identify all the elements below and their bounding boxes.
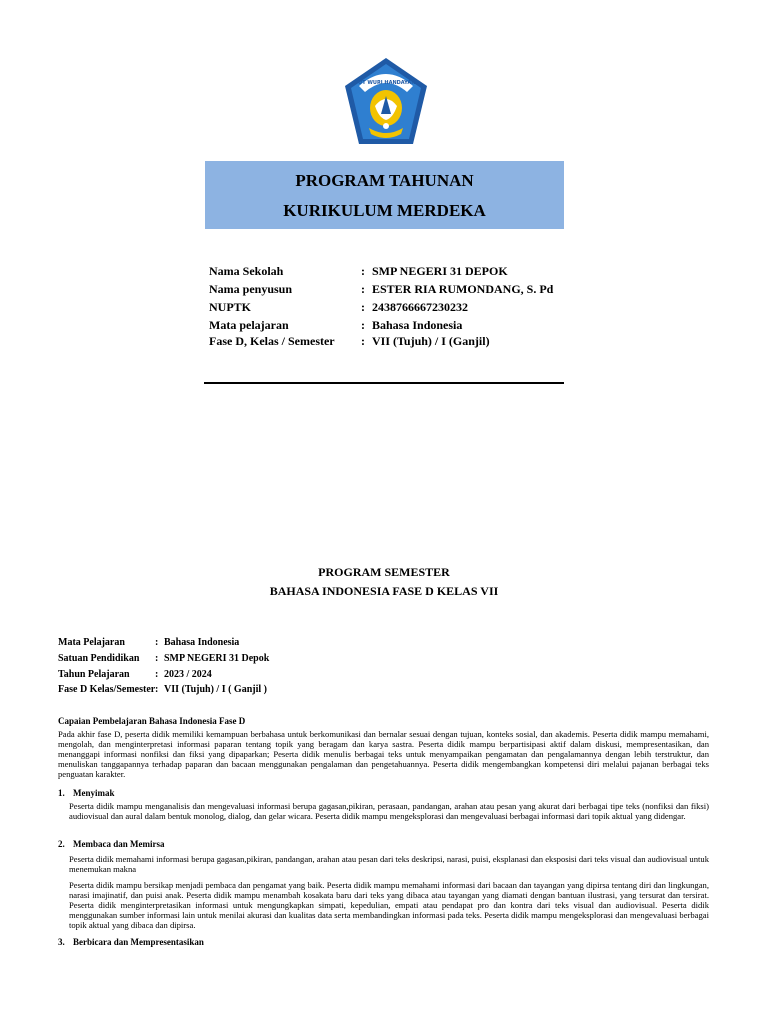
detail-value: VII (Tujuh) / I ( Ganjil ) <box>164 684 267 695</box>
info-colon: : <box>361 300 365 314</box>
logo-motto: TUT WURI HANDAYANI <box>354 80 418 86</box>
detail-colon: : <box>155 653 159 664</box>
detail-value: Bahasa Indonesia <box>164 637 240 648</box>
info-label: NUPTK <box>209 300 251 314</box>
tut-wuri-handayani-logo <box>341 56 431 148</box>
info-colon: : <box>361 282 365 296</box>
detail-colon: : <box>155 669 159 680</box>
info-label: Mata pelajaran <box>209 318 289 332</box>
title-line-2: KURIKULUM MERDEKA <box>283 201 486 220</box>
section-heading-menyimak <box>58 788 115 798</box>
info-label: Fase D, Kelas / Semester <box>209 334 335 348</box>
section-number: 3. <box>58 937 65 947</box>
detail-colon: : <box>155 684 159 695</box>
section-number: 1. <box>58 788 65 798</box>
detail-value: SMP NEGERI 31 Depok <box>164 653 270 664</box>
section-title: Berbicara dan Mempresentasikan <box>73 937 204 947</box>
section-paragraph: Peserta didik mampu bersikap menjadi pembaca dan pengamat yang baik. Peserta didik mampu memahami informasi dari bacaan dan tayangan yang dipirsa tentang diri dan lingkungan, narasi imajinatif, dan puisi anak. Peserta didik mampu menambah kosakata baru dari teks yang dibaca atau tayangan yang diamati dengan bantuan ilustrasi, yang tersurat dan tersirat. Peserta didik menginterpretasikan informasi untuk mengungkapkan simpati, kepedulian, empati atau pendapat pro dan kontra dari teks visual dan audiovisual. Peserta didik menggunakan sumber informasi lain untuk menilai akurasi dan kualitas data serta membandingkan informasi pada teks. Peserta didik mampu mengeksplorasi dan mengevaluasi berbagai topik aktual yang dibaca dan dipirsa. <box>69 880 709 930</box>
section-heading-membaca-memirsa <box>58 839 164 849</box>
detail-label: Satuan Pendidikan <box>58 653 140 664</box>
detail-label: Mata Pelajaran <box>58 637 125 648</box>
section-title: Menyimak <box>73 788 115 798</box>
info-colon: : <box>361 318 365 332</box>
program-semester-heading: PROGRAM SEMESTER <box>318 565 450 579</box>
section-title: Membaca dan Memirsa <box>73 839 165 849</box>
title-banner <box>205 161 564 229</box>
info-value: Bahasa Indonesia <box>372 318 463 332</box>
detail-colon: : <box>155 637 159 648</box>
logo-emblem-icon <box>341 56 431 148</box>
info-colon: : <box>361 264 365 278</box>
title-line-1: PROGRAM TAHUNAN <box>295 171 474 190</box>
capaian-heading: Capaian Pembelajaran Bahasa Indonesia Fase D <box>58 716 246 726</box>
detail-label: Fase D Kelas/Semester <box>58 684 156 695</box>
detail-value: 2023 / 2024 <box>164 669 212 680</box>
info-label: Nama penyusun <box>209 282 293 296</box>
info-value: 2438766667230232 <box>372 300 468 314</box>
info-value: VII (Tujuh) / I (Ganjil) <box>372 334 490 348</box>
section-paragraph: Peserta didik memahami informasi berupa gagasan,pikiran, pandangan, arahan atau pesan dari teks deskripsi, narasi, puisi, eksplanasi dan eksposisi dari teks visual dan audiovisual untuk menemukan makna <box>69 854 709 874</box>
program-semester-subheading: BAHASA INDONESIA FASE D KELAS VII <box>269 584 499 598</box>
section-paragraph: Peserta didik mampu menganalisis dan mengevaluasi informasi berupa gagasan,pikiran, perasaan, pandangan, arahan atau pesan yang akurat dari berbagai tipe teks (nonfiksi dan fiksi) audiovisual dan aural dalam bentuk monolog, dialog, dan gelar wicara. Peserta didik mampu mengeksplorasi dan mengevaluasi berbagai informasi dari topik aktual yang didengar. <box>69 801 709 821</box>
detail-label: Tahun Pelajaran <box>58 669 130 680</box>
capaian-body: Pada akhir fase D, peserta didik memiliki kemampuan berbahasa untuk berkomunikasi dan bernalar sesuai dengan tujuan, konteks sosial, dan akademis. Peserta didik mampu memahami, mengolah, dan menginterpretasi informasi paparan tentang topik yang beragam dan karya sastra. Peserta didik mampu berpartisipasi aktif dalam diskusi, mempresentasikan, dan menanggapi informasi nonfiksi dan fiksi yang dipaparkan; Peserta didik menulis berbagai teks untuk menyampaikan pengamatan dan pengalamannya dengan lebih terstruktur, dan menuliskan tanggapannya terhadap paparan dan bacaan menggunakan pengalaman dan pengetahuannya. Peserta didik mengembangkan kompetensi diri melalui pajanan berbagai teks penguatan karakter. <box>58 729 709 779</box>
divider-line <box>204 382 564 384</box>
info-label: Nama Sekolah <box>209 264 284 278</box>
section-heading-berbicara <box>58 937 204 947</box>
info-value: ESTER RIA RUMONDANG, S. Pd <box>372 282 554 296</box>
info-colon: : <box>361 334 365 348</box>
section-number: 2. <box>58 839 65 849</box>
info-value: SMP NEGERI 31 DEPOK <box>372 264 508 278</box>
